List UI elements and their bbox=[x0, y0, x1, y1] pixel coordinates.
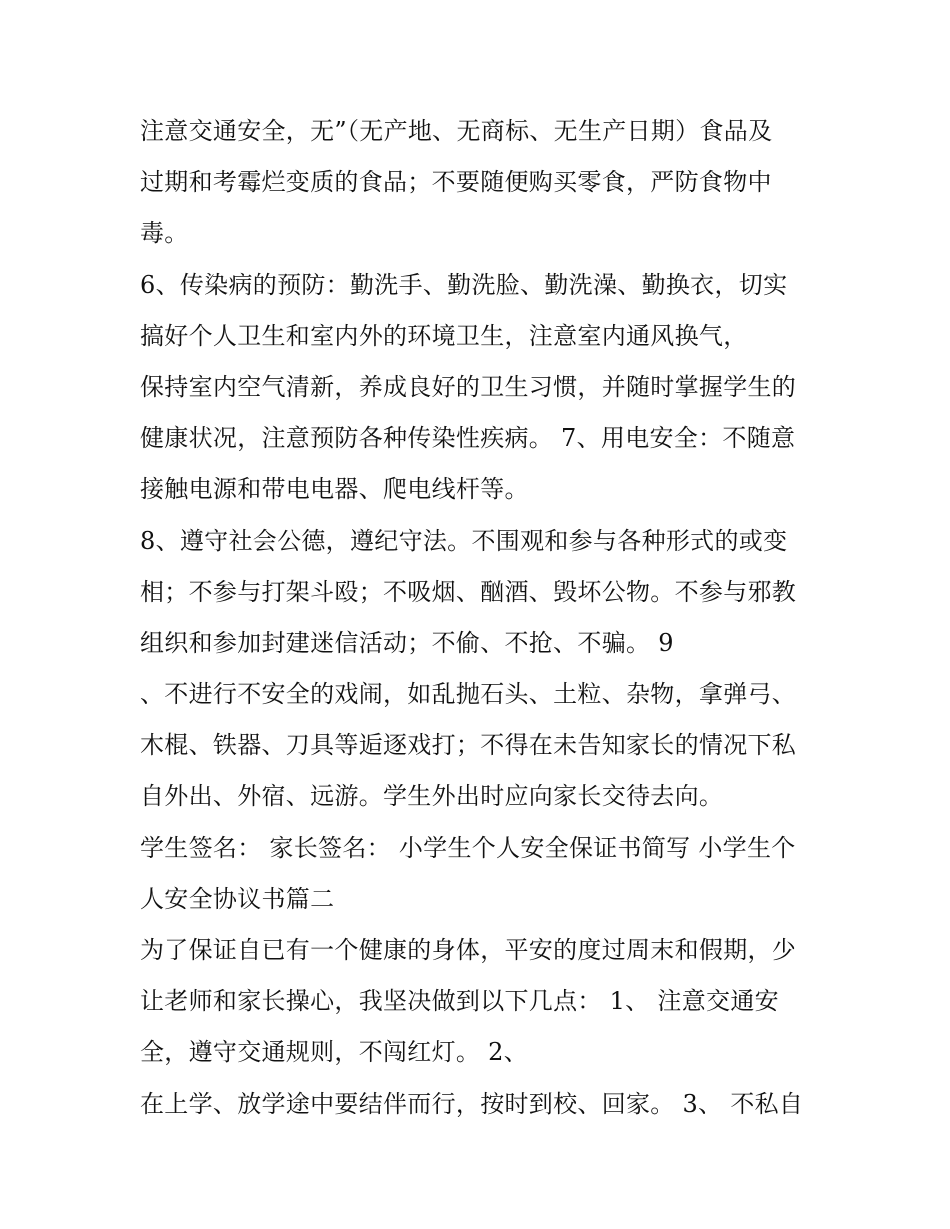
text-line: 学生签名： 家长签名： 小学生个人安全保证书简写 小学生个 bbox=[140, 833, 796, 862]
text-line: 过期和考霉烂变质的食品；不要随便购买零食，严防食物中 bbox=[140, 168, 772, 197]
text-line: 为了保证自已有一个健康的身体，平安的度过周末和假期，少 bbox=[140, 936, 797, 964]
text-line: 8、遵守社会公德，遵纪守法。不围观和参与各种形式的或变 bbox=[140, 526, 788, 555]
text-line: 毒。 bbox=[140, 219, 189, 248]
text-line: 让老师和家长操心，我坚决做到以下几点： 1、 注意交通安 bbox=[140, 987, 779, 1016]
text-line: 自外出、外宿、远游。学生外出时应向家长交待去向。 bbox=[140, 782, 724, 811]
text-line: 相；不参与打架斗殴；不吸烟、酗酒、毁坏公物。不参与邪教 bbox=[140, 577, 797, 606]
text-line: 搞好个人卫生和室内外的环境卫生，注意室内通风换气， bbox=[140, 321, 748, 350]
text-line: 、不进行不安全的戏闹，如乱抛石头、土粒、杂物，拿弹弓、 bbox=[140, 680, 797, 709]
text-line: 接触电源和带电电器、爬电线杆等。 bbox=[140, 475, 529, 504]
text-line: 健康状况，注意预防各种传染性疾病。 7、用电安全：不随意 bbox=[140, 424, 796, 453]
text-line: 保持室内空气清新，养成良好的卫生习惯，并随时掌握学生的 bbox=[140, 372, 797, 401]
text-line: 木棍、铁器、刀具等逅逐戏打；不得在未告知家长的情况下私 bbox=[140, 731, 797, 760]
document-body bbox=[140, 106, 840, 1130]
text-line: 在上学、放学途中要结伴而行，按时到校、回家。 3、 不私自 bbox=[140, 1089, 804, 1118]
text-line: 注意交通安全，无”（无产地、无商标、无生产日期）食品及 bbox=[140, 117, 773, 145]
text-line: 6、传染病的预防：勤洗手、勤洗脸、勤洗澡、勤换衣，切实 bbox=[140, 270, 788, 299]
text-line: 人安全协议书篇二 bbox=[140, 884, 335, 913]
text-line: 全，遵守交通规则，不闯红灯。 2、 bbox=[140, 1038, 528, 1067]
text-line: 组织和参加封建迷信活动；不偷、不抢、不骗。 9 bbox=[140, 628, 674, 657]
